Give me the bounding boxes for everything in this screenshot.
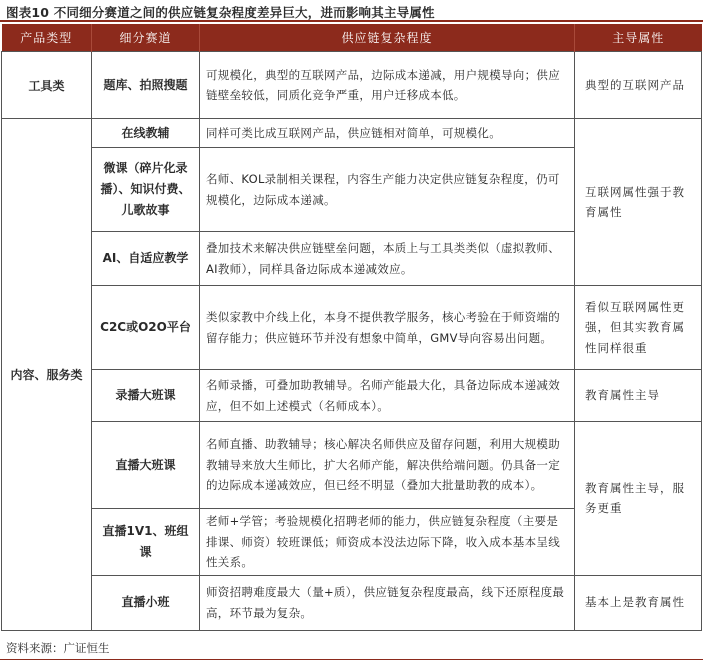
supply-chain-cell: 名师录播，可叠加助教辅导。名师产能最大化，具备边际成本递减效应，但不如上述模式（名师成本）。 — [200, 370, 575, 422]
source-note: 资料来源：广证恒生 — [6, 641, 110, 655]
attr-cell: 典型的互联网产品 — [575, 52, 702, 119]
attr-cell: 基本上是教育属性 — [575, 575, 702, 630]
comparison-table — [1, 24, 702, 631]
type-content-service: 内容、服务类 — [2, 119, 92, 631]
table-header-row — [2, 24, 702, 52]
sub-track-cell: C2C或O2O平台 — [92, 286, 200, 370]
type-tool: 工具类 — [2, 52, 92, 119]
attr-cell: 教育属性主导 — [575, 370, 702, 422]
supply-chain-cell: 名师直播、助教辅导；核心解决名师供应及留存问题，利用大规模助教辅导来放大生师比，扩大名师产能，解决供给端问题。仍具备一定的边际成本递减效应，但已经不明显（叠加大批量助教的成本）。 — [200, 422, 575, 509]
source-divider — [0, 659, 703, 660]
table-row — [2, 286, 702, 370]
header-product-type: 产品类型 — [2, 24, 92, 52]
supply-chain-cell: 叠加技术来解决供应链壁垒问题，本质上与工具类类似（虚拟教师、AI教师），同样具备边际成本递减效应。 — [200, 232, 575, 286]
table-row — [2, 119, 702, 148]
sub-track-cell: 题库、拍照搜题 — [92, 52, 200, 119]
title-divider — [0, 20, 703, 22]
header-sub-track: 细分赛道 — [92, 24, 200, 52]
sub-track-cell: 直播小班 — [92, 575, 200, 630]
sub-track-cell: 在线教辅 — [92, 119, 200, 148]
table-row — [2, 370, 702, 422]
supply-chain-cell: 老师+学管；考验规模化招聘老师的能力，供应链复杂程度（主要是排课、师资）较班课低；师资成本没法边际下降，收入成本基本呈线性关系。 — [200, 509, 575, 576]
supply-chain-cell: 师资招聘难度最大（量+质），供应链复杂程度最高，线下还原程度最高，环节最为复杂。 — [200, 575, 575, 630]
header-dominant-attr: 主导属性 — [575, 24, 702, 52]
sub-track-cell: 直播1V1、班组课 — [92, 509, 200, 576]
table-row — [2, 575, 702, 630]
table-row — [2, 422, 702, 509]
attr-cell: 教育属性主导，服务更重 — [575, 422, 702, 576]
header-supply-chain: 供应链复杂程度 — [200, 24, 575, 52]
sub-track-cell: 直播大班课 — [92, 422, 200, 509]
sub-track-cell: 微课（碎片化录播）、知识付费、儿歌故事 — [92, 148, 200, 232]
supply-chain-cell: 同样可类比成互联网产品，供应链相对简单，可规模化。 — [200, 119, 575, 148]
supply-chain-cell: 类似家教中介线上化，本身不提供教学服务，核心考验在于师资端的留存能力；供应链环节并没有想象中简单，GMV导向容易出问题。 — [200, 286, 575, 370]
attr-cell: 互联网属性强于教育属性 — [575, 119, 702, 286]
sub-track-cell: 录播大班课 — [92, 370, 200, 422]
supply-chain-cell: 名师、KOL录制相关课程，内容生产能力决定供应链复杂程度，仍可规模化，边际成本递减。 — [200, 148, 575, 232]
attr-cell: 看似互联网属性更强，但其实教育属性同样很重 — [575, 286, 702, 370]
table-row — [2, 52, 702, 119]
figure-title: 图表10 不同细分赛道之间的供应链复杂程度差异巨大，进而影响其主导属性 — [6, 5, 435, 20]
supply-chain-cell: 可规模化，典型的互联网产品，边际成本递减，用户规模导向；供应链壁垒较低，同质化竞争严重，用户迁移成本低。 — [200, 52, 575, 119]
sub-track-cell: AI、自适应教学 — [92, 232, 200, 286]
